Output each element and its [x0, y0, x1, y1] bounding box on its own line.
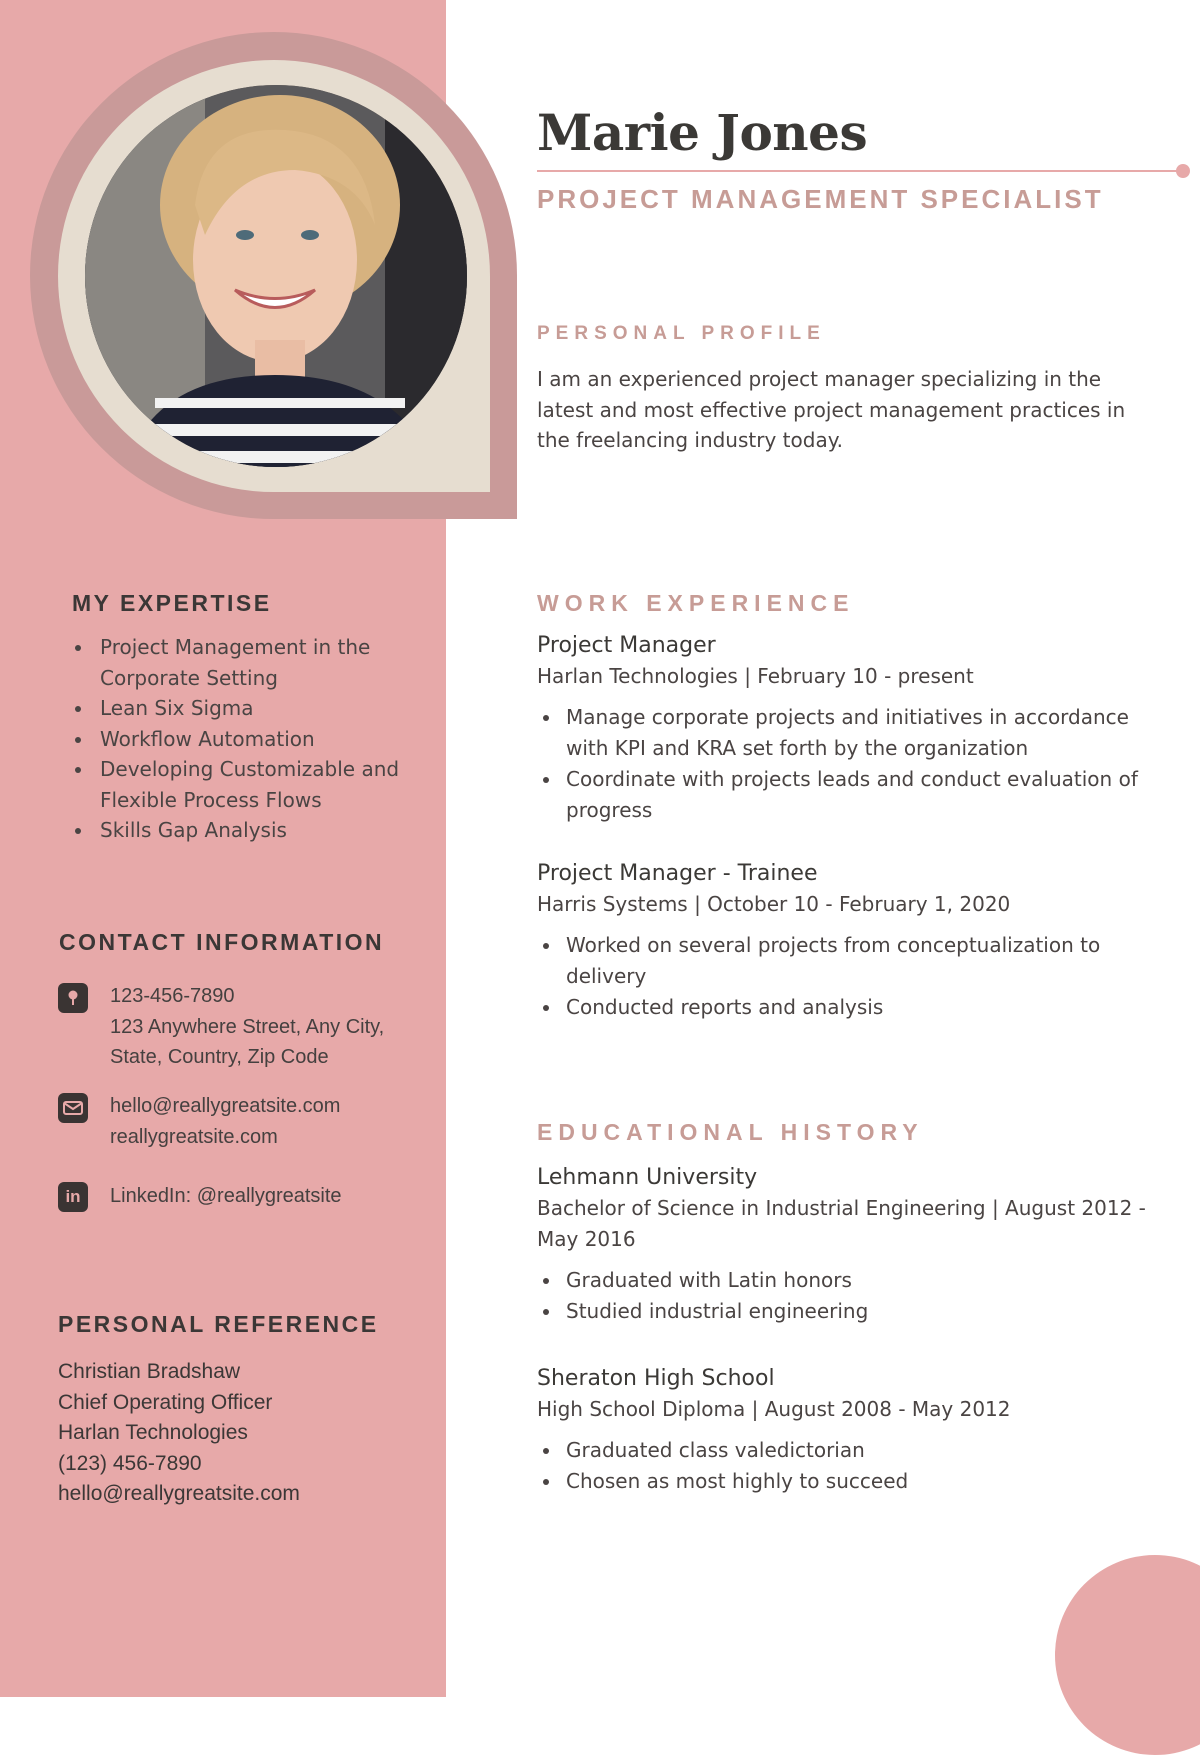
contact-email[interactable]: hello@reallygreatsite.com [110, 1095, 341, 1117]
list-item: Skills Gap Analysis [72, 815, 432, 846]
profile-text: I am an experienced project manager specializing in the latest and most effective project management practices in the freelancing industry today. [537, 367, 1126, 452]
reference-company: Harlan Technologies [58, 1421, 248, 1444]
job-company-dates: Harris Systems | October 10 - February 1, 2020 [537, 892, 1011, 916]
name-divider-dot [1176, 164, 1190, 178]
name-divider-line [537, 170, 1182, 172]
contact-phone: 123-456-7890 [110, 985, 235, 1007]
list-item: Workflow Automation [72, 724, 432, 755]
list-item: Graduated with Latin honors [537, 1265, 1177, 1296]
list-item: Developing Customizable and Flexible Process Flows [72, 754, 432, 815]
work-entry [537, 631, 1177, 826]
contact-phone-address [110, 981, 440, 1073]
reference-email[interactable]: hello@reallygreatsite.com [58, 1482, 300, 1505]
contact-linkedin[interactable]: LinkedIn: @reallygreatsite [110, 1185, 342, 1207]
job-bullets [537, 702, 1177, 826]
reference-heading: PERSONAL REFERENCE [58, 1311, 379, 1337]
list-item: Worked on several projects from conceptualization to delivery [537, 930, 1177, 992]
list-item: Coordinate with projects leads and conduct evaluation of progress [537, 764, 1177, 826]
education-bullets [537, 1265, 1177, 1327]
list-item: Lean Six Sigma [72, 693, 432, 724]
list-item: Manage corporate projects and initiatives in accordance with KPI and KRA set forth by the organization [537, 702, 1177, 764]
expertise-list [72, 632, 432, 846]
education-entry [537, 1163, 1177, 1327]
reference-phone: (123) 456-7890 [58, 1451, 202, 1475]
work-experience-heading: WORK EXPERIENCE [537, 590, 855, 616]
job-company-dates: Harlan Technologies | February 10 - present [537, 664, 974, 688]
candidate-name: Marie Jones [537, 103, 868, 162]
school-name: Lehmann University [537, 1165, 758, 1190]
list-item: Studied industrial engineering [537, 1296, 1177, 1327]
job-title: PROJECT MANAGEMENT SPECIALIST [537, 184, 1104, 214]
job-bullets [537, 930, 1177, 1023]
contact-heading: CONTACT INFORMATION [59, 929, 385, 955]
contact-address: 123 Anywhere Street, Any City, State, Country, Zip Code [110, 1015, 385, 1068]
list-item: Conducted reports and analysis [537, 992, 1177, 1023]
profile-heading: PERSONAL PROFILE [537, 323, 826, 344]
list-item: Graduated class valedictorian [537, 1435, 1177, 1466]
job-title-entry: Project Manager - Trainee [537, 861, 818, 886]
school-name: Sheraton High School [537, 1366, 775, 1391]
degree-dates: High School Diploma | August 2008 - May 2012 [537, 1397, 1011, 1421]
job-title-entry: Project Manager [537, 633, 716, 658]
email-icon [58, 1093, 88, 1123]
decorative-corner-circle [1055, 1555, 1200, 1755]
education-bullets [537, 1435, 1177, 1497]
linkedin-icon: in [58, 1182, 88, 1212]
profile-photo [85, 85, 467, 467]
list-item: Chosen as most highly to succeed [537, 1466, 1177, 1497]
education-heading: EDUCATIONAL HISTORY [537, 1119, 924, 1145]
phone-icon [58, 983, 88, 1013]
portrait-illustration [85, 85, 467, 467]
reference-position: Chief Operating Officer [58, 1390, 273, 1414]
reference-details [58, 1357, 300, 1510]
reference-name: Christian Bradshaw [58, 1360, 241, 1383]
list-item: Project Management in the Corporate Setting [72, 632, 432, 693]
contact-email-web [110, 1091, 440, 1152]
degree-dates: Bachelor of Science in Industrial Engineering | August 2012 - May 2016 [537, 1196, 1146, 1251]
expertise-heading: MY EXPERTISE [72, 590, 272, 616]
contact-website[interactable]: reallygreatsite.com [110, 1125, 278, 1148]
work-entry [537, 859, 1177, 1023]
education-entry [537, 1364, 1177, 1497]
